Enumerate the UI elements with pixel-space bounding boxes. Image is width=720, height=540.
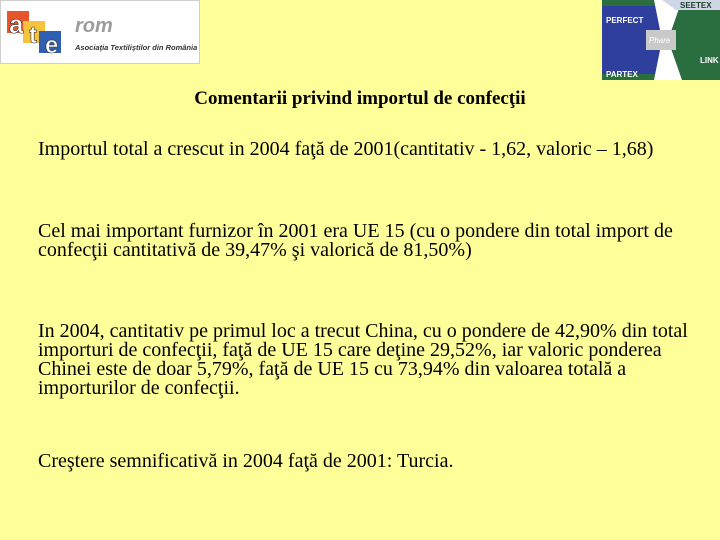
paragraph-turkey-growth: Creştere semnificativă in 2004 faţă de 2001: Turcia. [38,450,454,472]
seetex-partner-logo [602,0,720,80]
slide-title: Comentarii privind importul de confecţii [194,88,526,109]
paragraph-total-import: Importul total a crescut in 2004 faţă de 2001(cantitativ - 1,62, valoric – 1,68) [38,138,654,160]
svg-text:a: a [9,9,24,39]
seetex-label: SEETEX [680,1,712,10]
svg-text:t: t [29,22,37,49]
association-logo-tagline: Asociaţia Textiliştilor din România [75,43,198,52]
paragraph-main-supplier-2001: Cel mai important furnizor în 2001 era UE 15 (cu o pondere din total import de confecţii cantitativă de 39,47% şi valorică de 81,50%) [38,220,673,261]
association-logo-mark [5,5,81,57]
association-logo [0,0,200,64]
partex-label: PARTEX [606,70,638,79]
association-logo-wordmark: rom [75,15,113,37]
phare-label: Phare [649,36,671,45]
svg-text:e: e [45,32,59,57]
perfect-label: PERFECT [606,16,644,25]
link-label: LINK [700,56,719,65]
paragraph-china-2004: In 2004, cantitativ pe primul loc a trecut China, cu o pondere de 42,90% din total importuri de confecţii, faţă de UE 15 care deţine 29,52%, iar valoric ponderea Chinei este de doar 5,79%, faţă de UE 15 cu 73,94% din valoarea totală a importurilor de confecţii. [38,320,688,399]
